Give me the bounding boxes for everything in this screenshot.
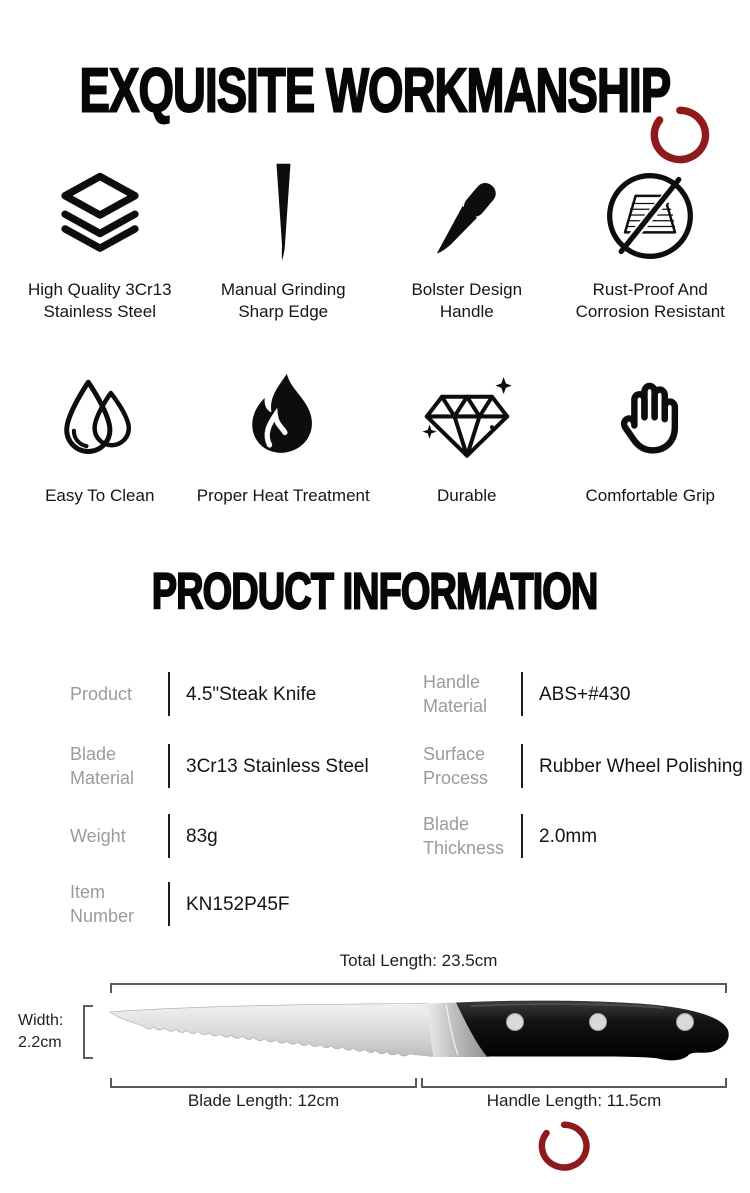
feature-label: Easy To Clean [45,486,155,505]
features-row-1 [8,160,742,323]
spec-label: Blade Thickness [423,814,505,858]
divider [168,744,170,788]
spec-value: ABS+#430 [539,683,631,705]
spec-row-blade-thickness [423,810,745,862]
spec-row-surface-process [423,740,745,792]
hand-icon [604,374,696,466]
width-label: Width: 2.2cm [18,1012,64,1051]
feature-item [559,160,743,323]
features-row-2 [8,372,742,507]
sharp-edge-icon [269,161,297,271]
knife-icon [413,162,521,270]
spec-row-product [70,668,415,720]
layers-icon [53,170,147,262]
spec-value: 3Cr13 Stainless Steel [186,755,369,777]
feature-item [559,372,743,507]
divider [168,882,170,926]
divider [168,814,170,858]
water-drops-icon [55,375,145,465]
blade-length-bracket [110,1078,417,1088]
feature-item [8,372,192,507]
total-length-label: Total Length: 23.5cm [339,951,498,970]
feature-item [192,160,376,323]
feature-item [192,372,376,507]
feature-label: Comfortable Grip [585,486,715,505]
workmanship-section-title [0,50,750,134]
spec-label: Product [70,684,133,704]
no-rust-icon [602,168,698,264]
spec-row-handle-material [423,668,745,720]
spec-row-weight [70,810,415,862]
spec-value: Rubber Wheel Polishing [539,755,743,777]
feature-label: Bolster Design Handle [411,280,523,321]
spec-value: KN152P45F [186,893,290,915]
feature-item [8,160,192,323]
product-info-section-title [0,558,750,626]
spec-row-item-number [70,878,415,930]
width-bracket [83,1005,93,1059]
section-title: PRODUCT INFORMATION [152,563,598,621]
blade-length-label: Blade Length: 12cm [187,1091,340,1110]
spec-value: 4.5"Steak Knife [186,683,317,705]
spec-label: Item Number [70,882,135,926]
feature-label: Durable [436,486,497,505]
divider [521,814,523,858]
spec-label: Weight [70,826,126,846]
feature-item [375,160,559,323]
spec-row-blade-material [70,740,415,792]
feature-label: Manual Grinding Sharp Edge [220,280,346,321]
feature-label: Proper Heat Treatment [196,486,370,505]
spec-value: 83g [186,825,218,847]
divider [521,744,523,788]
divider [521,672,523,716]
handle-length-label: Handle Length: 11.5cm [486,1091,662,1110]
feature-label: High Quality 3Cr13 Stainless Steel [27,280,172,321]
diamond-icon [417,374,517,466]
page-title: EXQUISITE WORKMANSHIP [79,56,671,126]
total-length-bracket [110,983,727,993]
steak-knife-image [106,999,738,1065]
spec-label: Surface Process [423,744,489,788]
spec-label: Blade Material [70,744,135,788]
red-brush-circle-icon [538,1121,594,1173]
flame-icon [235,372,331,468]
divider [168,672,170,716]
spec-value: 2.0mm [539,825,598,847]
feature-item [375,372,559,507]
handle-length-bracket [421,1078,727,1088]
feature-label: Rust-Proof And Corrosion Resistant [575,280,725,321]
spec-label: Handle Material [423,672,488,716]
